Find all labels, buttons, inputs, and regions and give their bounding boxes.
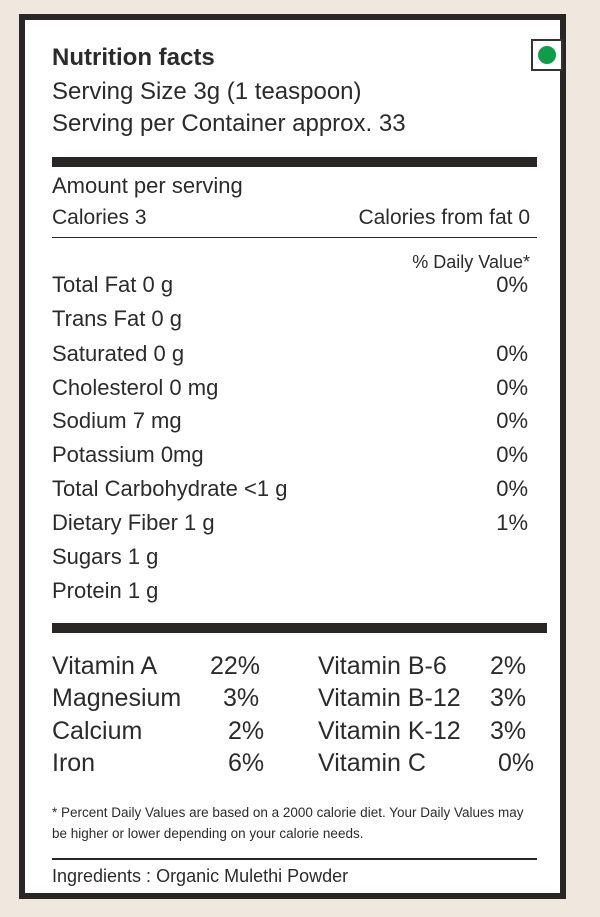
nutrient-dv: 0% xyxy=(496,442,528,467)
divider-thin xyxy=(52,237,537,238)
nutrient-row xyxy=(52,341,528,371)
nutrient-name: Sodium 7 mg xyxy=(52,408,182,433)
vitamin-value: 3% xyxy=(490,684,527,712)
vitamin-value: 6% xyxy=(228,749,265,777)
label-title: Nutrition facts xyxy=(52,44,215,71)
vitamin-name: Vitamin K-12 xyxy=(318,717,461,745)
vitamin-name: Iron xyxy=(52,749,96,777)
vitamin-name: Vitamin B-12 xyxy=(318,684,461,712)
nutrient-name: Potassium 0mg xyxy=(52,442,204,467)
vitamin-value: 2% xyxy=(228,717,265,745)
vitamin-value: 3% xyxy=(223,684,260,712)
calories: Calories 3 xyxy=(52,206,147,229)
nutrient-name: Total Carbohydrate <1 g xyxy=(52,476,288,501)
nutrient-row xyxy=(52,476,528,506)
nutrient-dv: 1% xyxy=(496,510,528,535)
nutrition-label xyxy=(19,14,566,899)
daily-value-header: % Daily Value* xyxy=(412,252,530,272)
vitamin-value: 22% xyxy=(210,652,261,680)
nutrient-row xyxy=(52,578,528,608)
nutrient-name: Cholesterol 0 mg xyxy=(52,375,219,400)
servings-per-container: Serving per Container approx. 33 xyxy=(52,110,406,137)
nutrient-row xyxy=(52,408,528,438)
serving-size: Serving Size 3g (1 teaspoon) xyxy=(52,78,362,105)
vitamin-value: 2% xyxy=(490,652,527,680)
vitamin-name: Vitamin B-6 xyxy=(318,652,447,680)
nutrient-name: Trans Fat 0 g xyxy=(52,306,183,331)
nutrient-dv: 0% xyxy=(496,272,528,297)
vitamin-name: Calcium xyxy=(52,717,143,745)
divider-thin xyxy=(52,858,537,860)
nutrient-row xyxy=(52,272,528,302)
nutrient-name: Protein 1 g xyxy=(52,578,159,603)
nutrient-row xyxy=(52,306,528,336)
vitamin-name: Vitamin C xyxy=(318,749,426,777)
nutrient-name: Dietary Fiber 1 g xyxy=(52,510,215,535)
amount-per-serving: Amount per serving xyxy=(52,173,243,198)
nutrient-name: Sugars 1 g xyxy=(52,544,159,569)
vitamin-name: Vitamin A xyxy=(52,652,158,680)
footnote: * Percent Daily Values are based on a 2000 calorie diet. Your Daily Values may be higher or lower depending on your calorie needs. xyxy=(52,805,524,841)
veg-dot xyxy=(538,46,556,64)
veg-symbol-icon xyxy=(531,39,563,71)
nutrient-dv: 0% xyxy=(496,341,528,366)
nutrient-name: Total Fat 0 g xyxy=(52,272,174,297)
nutrient-name: Saturated 0 g xyxy=(52,341,185,366)
vitamin-name: Magnesium xyxy=(52,684,182,712)
nutrient-row xyxy=(52,442,528,472)
divider-thick xyxy=(52,157,537,167)
nutrient-dv: 0% xyxy=(496,476,528,501)
vitamin-value: 0% xyxy=(498,749,535,777)
nutrient-dv: 0% xyxy=(496,375,528,400)
nutrient-row xyxy=(52,544,528,574)
calories-from-fat: Calories from fat 0 xyxy=(358,206,530,229)
ingredients: Ingredients : Organic Mulethi Powder xyxy=(52,866,349,886)
divider-thick xyxy=(52,623,547,633)
nutrient-dv: 0% xyxy=(496,408,528,433)
nutrient-row xyxy=(52,510,528,540)
nutrient-row xyxy=(52,375,528,405)
vitamin-value: 3% xyxy=(490,717,527,745)
